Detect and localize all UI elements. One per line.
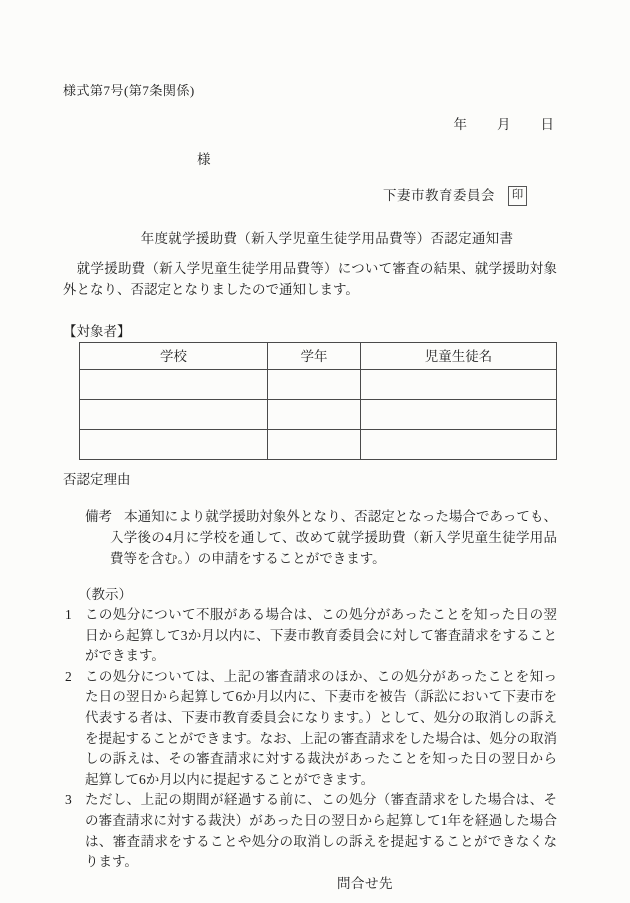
table-header-row [80,343,557,370]
subjects-heading: 【対象者】 [63,324,131,339]
table-header-grade: 学年 [268,343,361,370]
instructions-list [63,605,557,873]
subjects-table [79,342,557,460]
instruction-number: 3 [65,792,72,808]
body-paragraph: 就学援助費（新入学児童生徒学用品費等）について審査の結果、就学援助対象外となり、否認定となりましたので通知します。 [63,261,557,297]
table-cell-grade [268,370,361,400]
instruction-item-3 [63,790,557,872]
instruction-item-1 [63,605,557,667]
table-header-student-name: 児童生徒名 [361,343,557,370]
instruction-text: この処分について不服がある場合は、この処分があったことを知った日の翌日から起算して3か月以内に、下妻市教育委員会に対して審査請求をすることができます。 [85,607,557,664]
table-row [80,430,557,460]
reason-heading: 否認定理由 [63,472,131,487]
instruction-text: ただし、上記の期間が経過する前に、この処分（審査請求をした場合は、その審査請求に対する裁決）があった日の翌日から起算して1年を経過した場合は、審査請求をすることや処分の取消しの訴えを提起することができなくなります。 [85,792,557,870]
addressee-line [63,149,557,170]
table-cell-school [80,370,268,400]
instructions-heading: （教示） [78,587,132,602]
form-number: 様式第7号(第7条関係) [63,83,195,98]
contact-heading: 問合せ先 [337,875,393,891]
instruction-number: 1 [65,607,72,622]
table-row [80,370,557,400]
issuer-name: 下妻市教育委員会 [383,188,495,203]
table-cell-student-name [361,430,557,460]
instruction-number: 2 [65,668,72,684]
seal-box [508,186,527,206]
table-cell-school [80,430,268,460]
table-header-school: 学校 [80,343,268,370]
remarks-text: 本通知により就学援助対象外となり、否認定となった場合であっても、入学後の4月に学校を通して、改めて就学援助費（新入学児童生徒学用品費等を含む。）の申請をすることができます。 [110,509,557,566]
table-cell-student-name [361,400,557,430]
addressee-suffix: 様 [197,152,211,167]
remarks-label: 備考 [85,509,113,524]
document-title: 年度就学援助費（新入学児童生徒学用品費等）否認定通知書 [140,231,514,246]
table-cell-grade [268,430,361,460]
instruction-item-2 [63,667,557,791]
seal-label: 印 [511,188,524,201]
date-line: 年 月 日 [453,117,555,132]
remarks [63,506,557,569]
table-cell-student-name [361,370,557,400]
table-cell-grade [268,400,361,430]
instruction-text: この処分については、上記の審査請求のほか、この処分があったことを知った日の翌日から起算して6か月以内に、下妻市を被告（訴訟において下妻市を代表する者は、下妻市教育委員会になります。）として、処分の取消しの訴えを提起することができます。なお、上記の審査請求をした場合は、処分の取消しの訴えは、その審査請求に対する裁決があったことを知った日の翌日から起算して6か月以内に提起することができます。 [85,668,557,787]
issuer-line [63,185,557,206]
table-cell-school [80,400,268,430]
table-row [80,400,557,430]
